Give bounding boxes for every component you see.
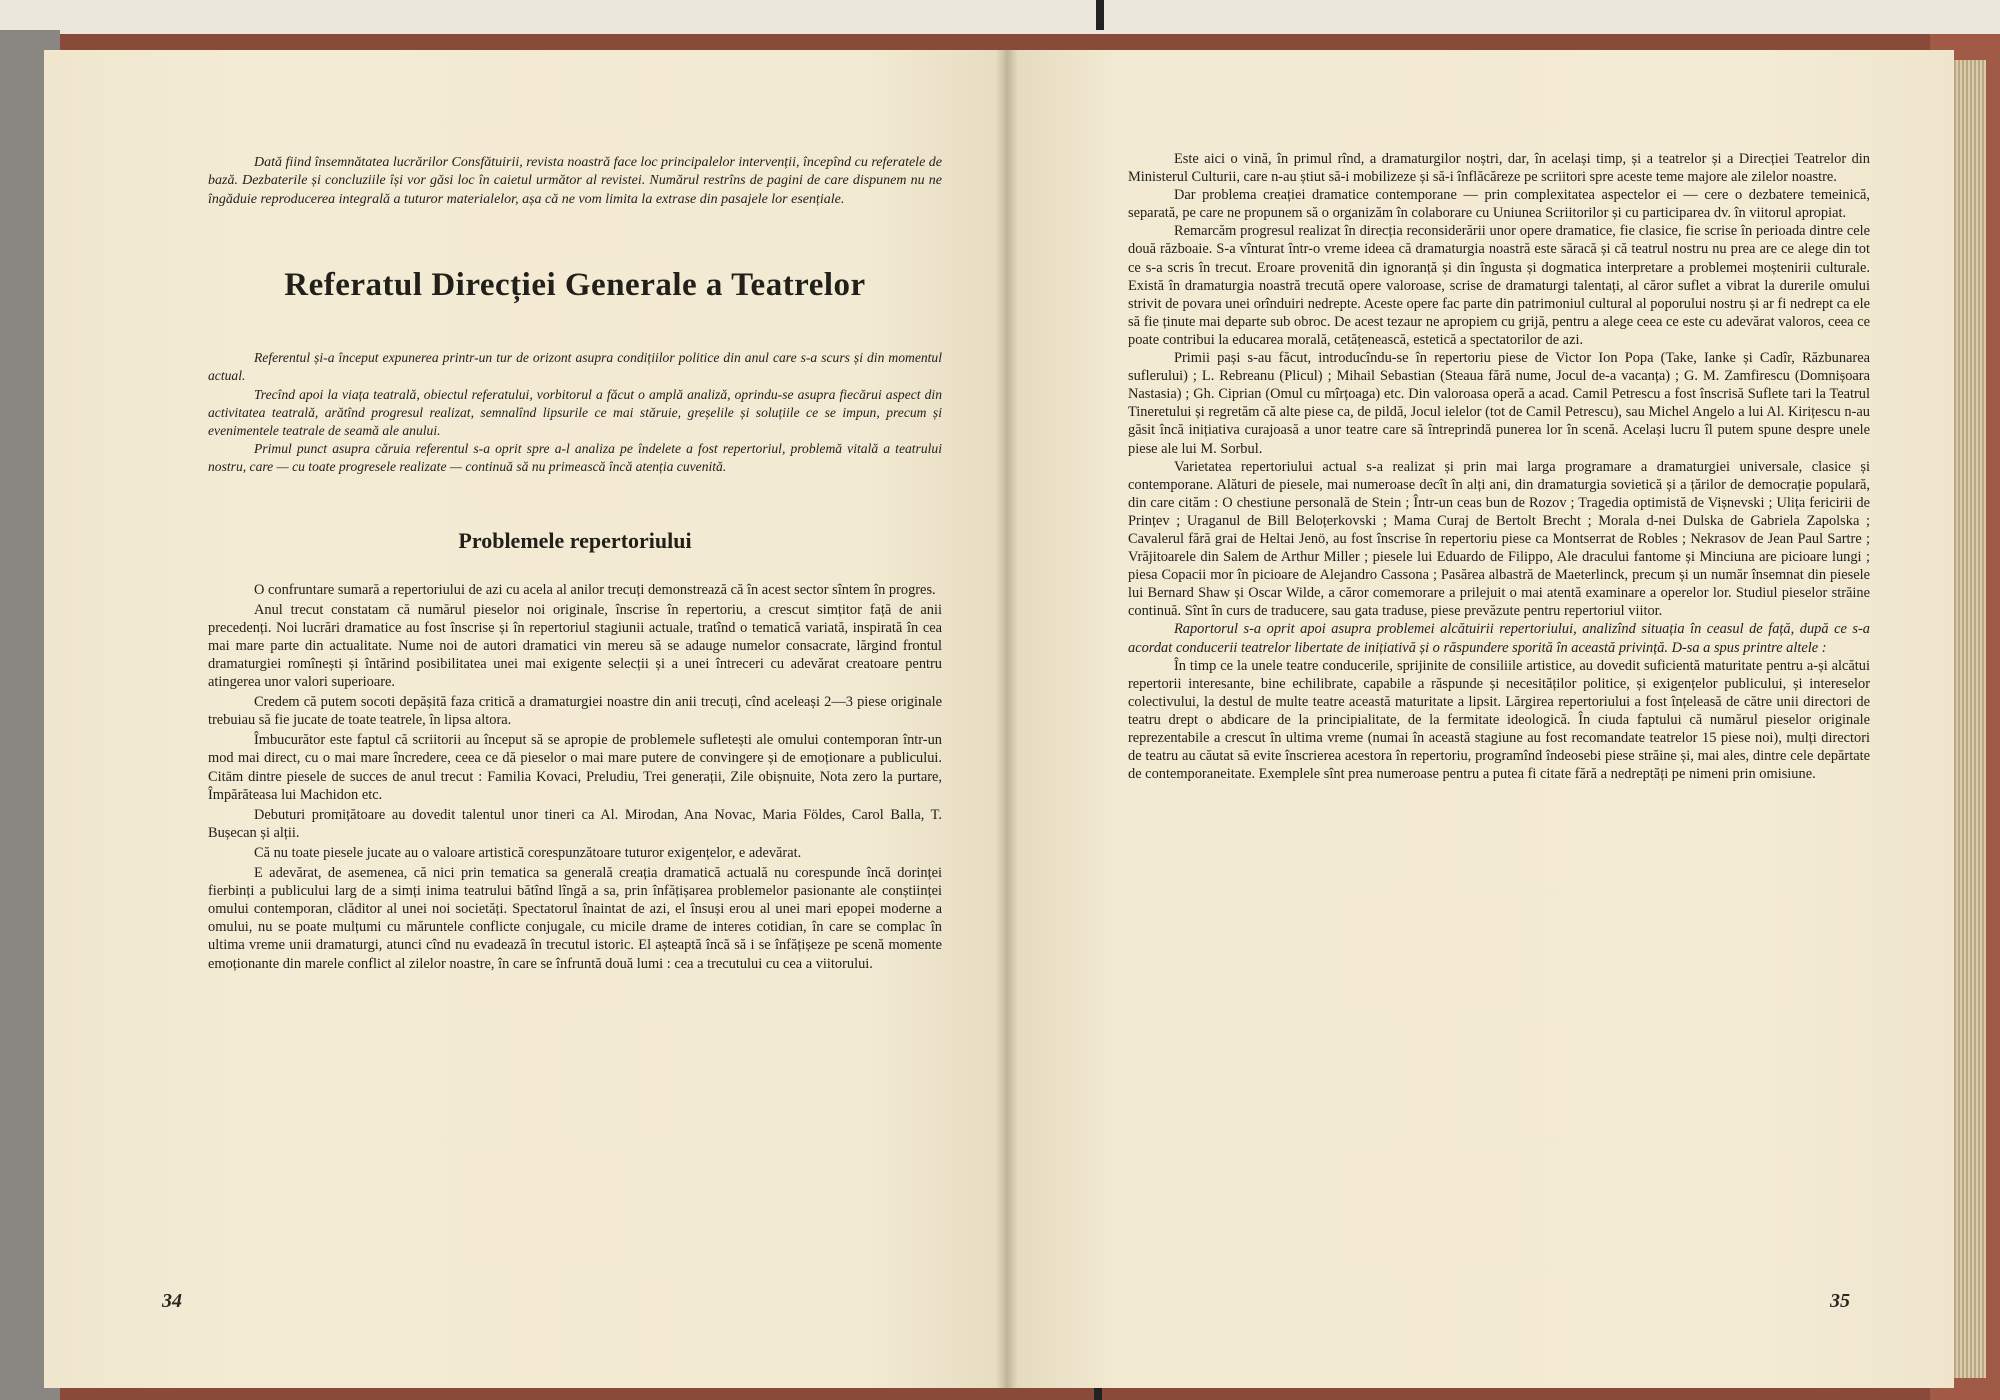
page-number-left: 34 — [162, 1290, 182, 1312]
body-paragraph: Este aici o vină, în primul rînd, a dramaturgilor noștri, dar, în același timp, și a teatrelor și a Direcției Teatrelor din Ministerul Culturii, care n-au știut să-i mobilizeze și să-i înflăcăreze pe scriitori spre aceste teme majore ale zilelor noastre. — [1128, 151, 1870, 186]
body-paragraph: Dar problema creației dramatice contemporane — prin complexitatea aspectelor ei — cere o dezbatere temeinică, separată, pe care ne propunem să o organizăm în colaborare cu Uniunea Scriitorilor și cu participarea dv. în viitorul apropiat. — [1128, 187, 1870, 222]
intro-note — [208, 154, 942, 209]
summary-paragraph: Raportorul s-a oprit apoi asupra problemei alcătuirii repertoriului, analizînd situația în ceasul de față, după ce s-a acordat conducerii teatrelor libertate de inițiativă și o răspundere sporită în această privință. D-sa a spus printre altele : — [1128, 621, 1870, 656]
body-paragraph: Debuturi promițătoare au dovedit talentul unor tineri ca Al. Mirodan, Ana Novac, Maria Földes, Carol Balla, T. Bușecan și alții. — [208, 806, 942, 841]
summary-paragraph: Referentul și-a început expunerea printr-un tur de orizont asupra condițiilor politice din anul care s-a scurs și din momentul actual. — [208, 350, 942, 384]
article-title: Referatul Direcției Generale a Teatrelor — [284, 267, 866, 304]
intro-paragraph: Dată fiind însemnătatea lucrărilor Consfătuirii, revista noastră face loc principalelor intervenții, începînd cu referatele de bază. Dezbaterile și concluziile își vor găsi loc în caietul următor al revistei. Numărul restrîns de pagini de care dispunem nu ne îngăduie reproducerea integrală a tuturor materialelor, așa că ne vom limita la extrase din pasajele lor esențiale. — [208, 155, 942, 207]
desk-background — [0, 0, 2000, 36]
summary-paragraph: Primul punct asupra căruia referentul s-a oprit spre a-l analiza pe îndelete a fost repertoriul, problemă vitală a teatrului nostru, care — cu toate progresele realizate — continuă să nu primească încă atenția cuvenită. — [208, 441, 942, 475]
body-paragraph: O confruntare sumară a repertoriului de azi cu acela al anilor trecuți demonstrează că în acest sector sîntem în progres. — [254, 581, 936, 598]
right-page — [1006, 50, 1954, 1388]
body-paragraph: Că nu toate piesele jucate au o valoare artistică corespunzătoare tuturor exigențelor, e adevărat. — [254, 844, 802, 861]
section-heading: Problemele repertoriului — [458, 527, 692, 553]
page-edges — [1952, 60, 1986, 1378]
body-paragraph: Remarcăm progresul realizat în direcția reconsiderării unor opere dramatice, fie clasice, fie scrise în perioada dintre cele două războaie. S-a vînturat într-o vreme ideea că dramaturgia noastră este săracă și că teatrul nostru nu prea are ce alege din tot ce s-a scris în trecut. Eroare provenită din ignoranță și din îngusta și dogmatica interpretare a problemei moștenirii culturale. Există în dramaturgia noastră trecută opere valoroase, scrise de dramaturgi talentați, al căror suflet a vibrat la durerile omului strivit de povara unei orînduiri nedrepte. Aceste opere fac parte din patrimoniul cultural al poporului nostru și ar fi nedrept ca ele să fie ținute mai departe sub obroc. De acest tezaur ne apropiem cu grijă, pentru a alege ceea ce este cu adevărat valoros, ceea ce poate contribui la educarea morală, cetățenească, estetică a spectatorilor de azi. — [1128, 223, 1870, 348]
left-body — [208, 581, 942, 973]
binding-clip-top — [1096, 0, 1104, 30]
body-paragraph: E adevărat, de asemenea, că nici prin tematica sa generală creația dramatică actuală nu corespunde încă dorinței fierbinți a publicului larg de a simți inima teatrului bătînd lîngă a sa, prin înfățișarea problemelor pasionante ale conștiinței omului contemporan, clăditor al unei noi societăți. Spectatorul înaintat de azi, el însuși erou al unei mari epopei moderne a omului, nu se poate mulțumi cu măruntele conflicte conjugale, cu micile drame de interes cotidian, în care se complac în ultima vreme unii dramaturgi, atunci cînd nu evadează în trecutul istoric. El așteaptă încă să i se înfățișeze pe scenă momente emoționante din marele conflict al zilelor noastre, în care se înfruntă două lumi : cea a trecutului cu cea a viitorului. — [208, 865, 942, 972]
summary-paragraph: Trecînd apoi la viața teatrală, obiectul referatului, vorbitorul a făcut o amplă analiză, oprindu-se asupra fiecărui aspect din activitatea teatrală, arătînd progresul realizat, semnalînd lipsurile ce mai stăruie, greșelile și soluțiile ce se impun, precum și evenimentele teatrale de seamă ale anului. — [208, 386, 942, 439]
body-paragraph: Primii pași s-au făcut, introducîndu-se în repertoriu piese de Victor Ion Popa (Take, Ianke și Cadîr, Răzbunarea suflerului) ; L. Rebreanu (Plicul) ; Mihail Sebastian (Steaua fără nume, Jocul de-a vacanța) ; G. M. Zamfirescu (Domnișoara Nastasia) ; Gh. Ciprian (Omul cu mîrțoaga) etc. Din valoroasa operă a acad. Camil Petrescu a fost înscrisă Suflete tari la Teatrul Tineretului și regretăm că alte piese ca, de pildă, Jocul ielelor (tot de Camil Petrescu), sau Michel Angelo a lui Al. Kirițescu n-au găsit încă inițiativa curajoasă a unor teatre care să întreprindă punerea lor în scenă. Același lucru îl putem spune despre unele piese ale lui M. Sorbul. — [1128, 350, 1870, 457]
body-paragraph: Anul trecut constatam că numărul pieselor noi originale, înscrise în repertoriu, a crescut simțitor față de anii precedenți. Noi lucrări dramatice au fost înscrise și în repertoriul stagiunii actuale, tratînd o tematică variată, inspirată în cea mai mare parte din actualitate. Nume noi de autori dramatici vin mereu să se adauge numelor consacrate, lărgind frontul dramaturgiei romînești și întărind posibilitatea unei mai exigente selecții și a unei întreceri cu adevărat creatoare pentru atingerea unor valori superioare. — [208, 601, 942, 691]
body-paragraph: Îmbucurător este faptul că scriitorii au început să se apropie de problemele sufletești ale omului contemporan într-un mod mai direct, cu o mai mare încredere, ceea ce dă pieselor o mai mare putere de convingere și de emoționare a publicului. Citām dintre piesele de succes de anul trecut : Familia Kovaci, Preludiu, Trei generații, Zile obișnuite, Nota zero la purtare, Împărăteasa lui Machidon etc. — [208, 732, 942, 803]
left-page — [44, 50, 1006, 1388]
body-paragraph: Varietatea repertoriului actual s-a realizat și prin mai larga programare a dramaturgiei universale, clasice și contemporane. Alături de piesele, mai numeroase decît în alți ani, din dramaturgia sovietică și a țărilor de democrație populară, din care cităm : O chestiune personală de Stein ; Într-un ceas bun de Rozov ; Tragedia optimistă de Vișnevski ; Ulița fericirii de Prințev ; Uraganul de Bill Beloțerkovski ; Mama Curaj de Bertolt Brecht ; Morala d-nei Dulska de Gabriela Zapolska ; Cavalerul fără grai de Heltai Jenö, au fost înscrise în repertoriu piese ca Montserrat de Robles ; Nekrasov de Jean Paul Sartre ; Vrăjitoarele din Salem de Arthur Miller ; piesele lui Eduardo de Filippo, Ale dracului fantome și Minciuna are picioare lungi ; piesa Copacii mor în picioare de Alejandro Cassona ; Pasărea albastră de Maeterlinck, precum și un număr însemnat din piesele lui Bernard Shaw și Oscar Wilde, a căror comemorare a prilejuit o mai atentă examinare a operelor lor. Studiul pieselor străine continuă. Sînt în curs de traducere, sau gata traduse, piese prevăzute pentru repertoriul viitor. — [1128, 458, 1870, 620]
body-paragraph: Credem că putem socoti depășită faza critică a dramaturgiei noastre din anii trecuți, cînd aceleași 2—3 piese originale trebuiau să fie jucate de toate teatrele, în lipsa altora. — [208, 694, 942, 729]
summary — [208, 349, 942, 476]
left-column — [208, 154, 942, 973]
right-column — [1128, 150, 1870, 783]
body-paragraph: În timp ce la unele teatre conducerile, sprijinite de consiliile artistice, au dovedit suficientă maturitate pentru a-și alcătui repertorii interesante, bine echilibrate, capabile a răspunde și necesităților politice, și exigențelor publicului, și intereselor colectivului, la destul de multe teatre această maturitate a lipsit. Lărgirea repertoriului a fost înțeleasă de către unii directori de teatru drept o abdicare de la principialitate, de la fermitate ideologică. În ciuda faptului că numărul pieselor originale reprezentabile a crescut în ultima vreme (numai în această stagiune au fost recomandate teatrelor 15 piese noi), mulți directori de teatru au căutat să evite înscrierea acestora în repertoriu, programînd îndeosebi piese străine și, mai ales, dintre cele depărtate de contemporaneitate. Exemplele sînt prea numeroase pentru a putea fi citate fără a nedreptăți pe nimeni prin omisiune. — [1128, 657, 1870, 783]
book-gutter — [996, 50, 1018, 1388]
page-number-right: 35 — [1830, 1290, 1850, 1312]
